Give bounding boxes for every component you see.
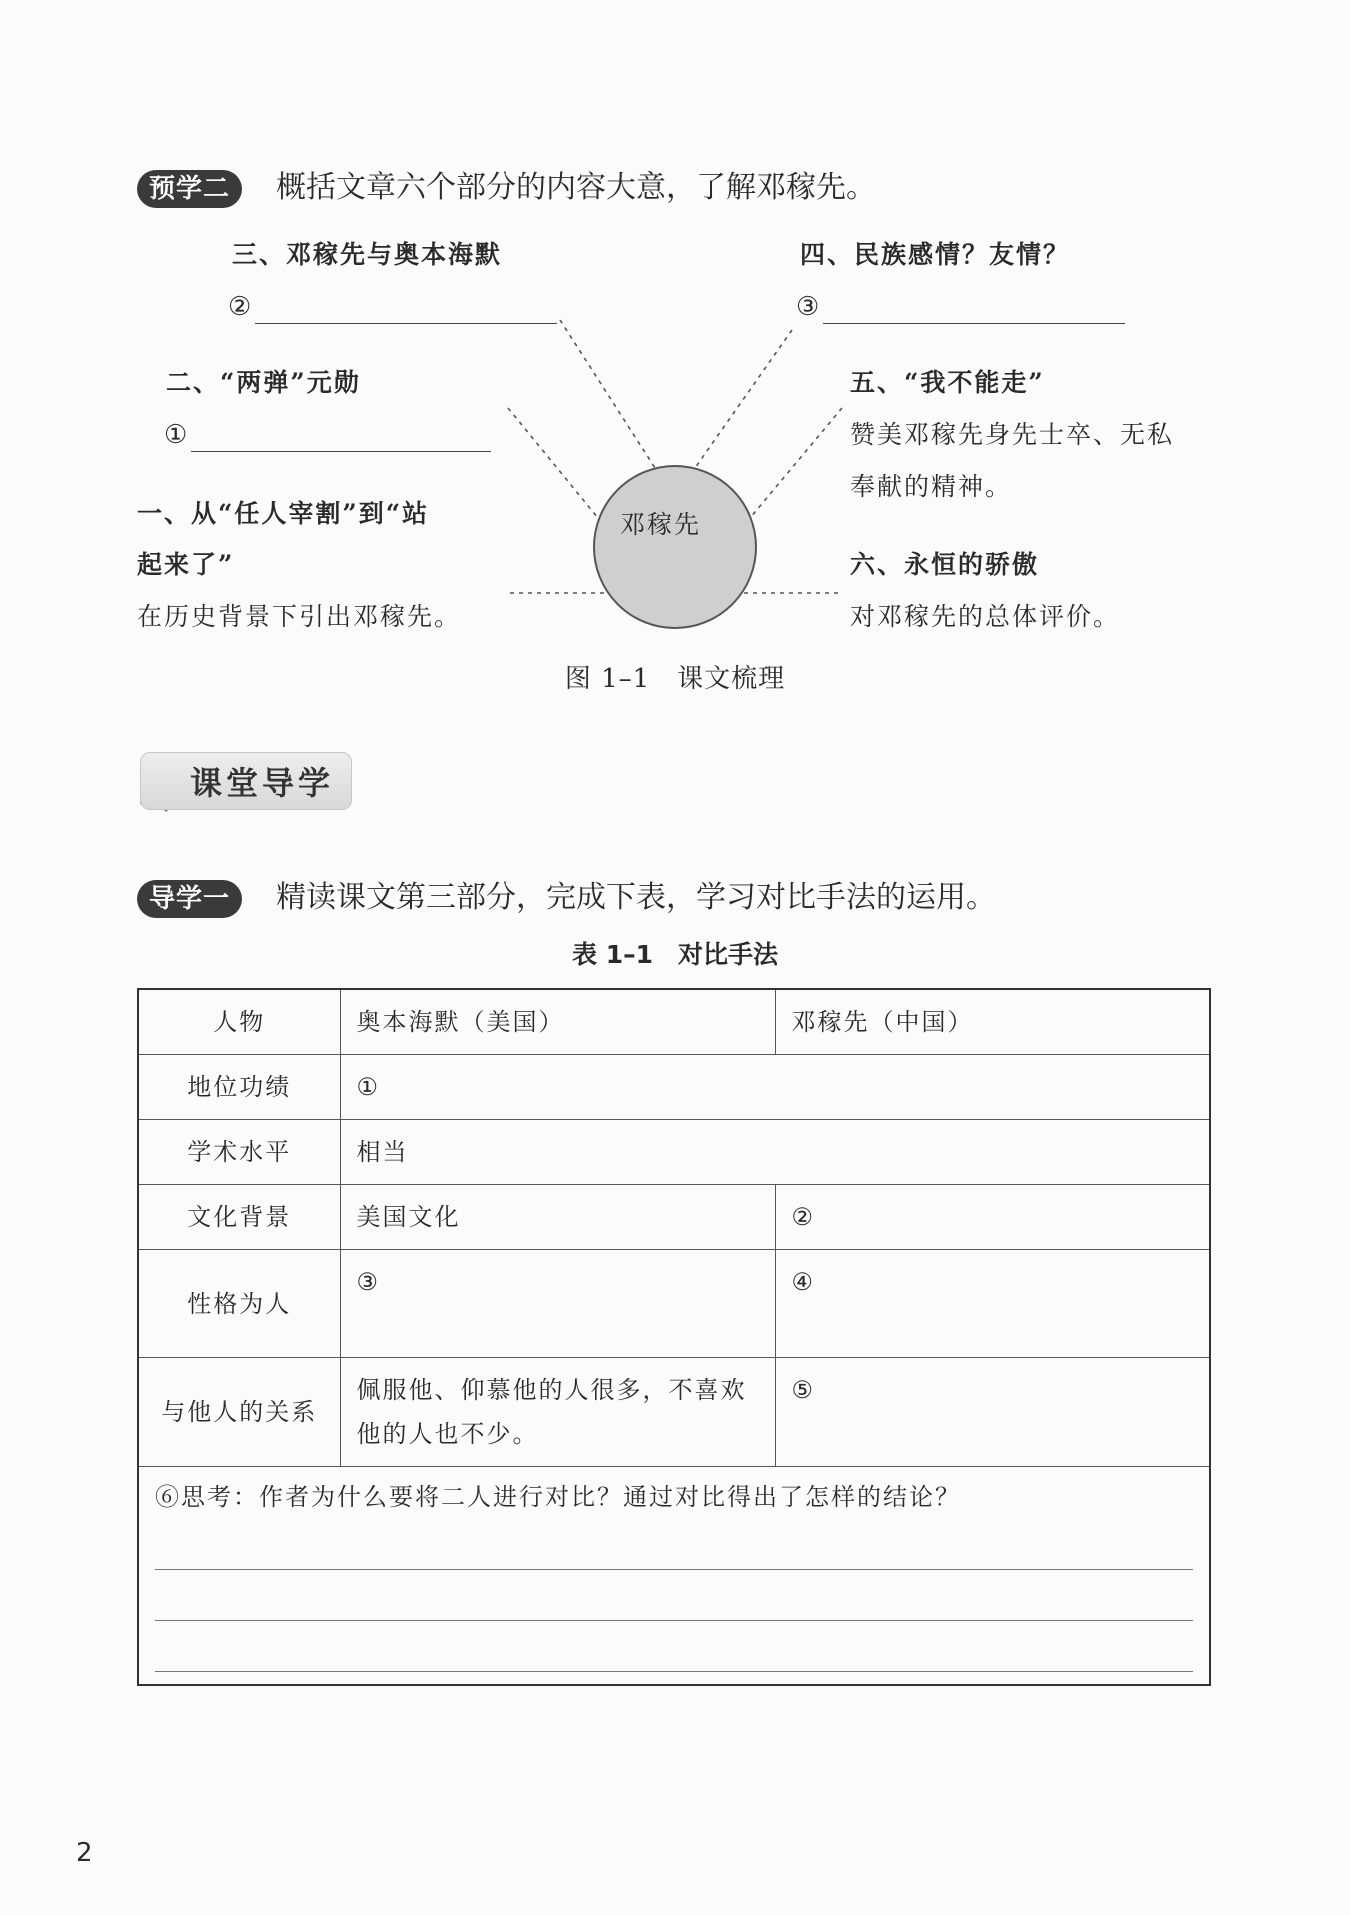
part5-title: 五、“我不能走” bbox=[850, 368, 1045, 397]
part1-title-1: 一、从“任人宰割”到“站 bbox=[137, 499, 430, 528]
row-label: 文化背景 bbox=[138, 1185, 340, 1250]
part3-title: 三、邓稼先与奥本海默 bbox=[232, 240, 503, 269]
table-row bbox=[138, 1250, 1210, 1358]
part2-marker: ① bbox=[164, 420, 188, 450]
comparison-table bbox=[137, 988, 1211, 1686]
connector-part2 bbox=[508, 408, 598, 518]
part4-blank[interactable] bbox=[796, 290, 1125, 324]
part2-answer-line[interactable] bbox=[191, 423, 491, 452]
guide-badge: 导学一 bbox=[137, 880, 242, 918]
row-cell-col2[interactable]: ④ bbox=[775, 1250, 1210, 1358]
row-label: 地位功绩 bbox=[138, 1055, 340, 1120]
part5-summary-2: 奉献的精神。 bbox=[850, 472, 1013, 501]
connector-part4 bbox=[695, 330, 792, 468]
part4-title: 四、民族感情？友情？ bbox=[800, 240, 1071, 269]
part5-summary-1: 赞美邓稼先身先士卒、无私 bbox=[850, 420, 1175, 449]
page-number: 2 bbox=[76, 1838, 93, 1868]
think-question: ⑥思考：作者为什么要将二人进行对比？通过对比得出了怎样的结论？ bbox=[155, 1483, 961, 1511]
classroom-banner-text: 课堂导学 bbox=[190, 764, 335, 802]
connector-part5 bbox=[750, 408, 842, 518]
part3-marker: ② bbox=[228, 292, 252, 322]
row-cell-merged[interactable]: ① bbox=[340, 1055, 1210, 1120]
answer-line-1[interactable] bbox=[155, 1519, 1193, 1570]
part6-title: 六、永恒的骄傲 bbox=[850, 550, 1040, 579]
part2-title: 二、“两弹”元勋 bbox=[166, 368, 361, 397]
part3-blank[interactable] bbox=[228, 290, 557, 324]
header-col2: 邓稼先（中国） bbox=[775, 989, 1210, 1055]
table-row-think bbox=[138, 1467, 1210, 1686]
header-col1: 奥本海默（美国） bbox=[340, 989, 775, 1055]
row-cell-merged: 相当 bbox=[340, 1120, 1210, 1185]
header-label: 人物 bbox=[138, 989, 340, 1055]
figure-caption: 图 1–1 课文梳理 bbox=[564, 664, 786, 694]
part3-answer-line[interactable] bbox=[255, 295, 557, 324]
think-cell[interactable] bbox=[138, 1467, 1210, 1686]
row-cell-col1: 美国文化 bbox=[340, 1185, 775, 1250]
part2-blank[interactable] bbox=[164, 418, 491, 452]
preview-badge: 预学二 bbox=[137, 170, 242, 208]
table-title: 表 1–1 对比手法 bbox=[572, 940, 778, 969]
row-cell-col1: 佩服他、仰慕他的人很多，不喜欢他的人也不少。 bbox=[340, 1358, 775, 1467]
part1-summary: 在历史背景下引出邓稼先。 bbox=[137, 602, 462, 631]
table-row bbox=[138, 989, 1210, 1055]
guide-instruction: 精读课文第三部分，完成下表，学习对比手法的运用。 bbox=[276, 880, 996, 915]
table-row bbox=[138, 1120, 1210, 1185]
part4-answer-line[interactable] bbox=[823, 295, 1125, 324]
answer-line-3[interactable] bbox=[155, 1621, 1193, 1672]
part6-summary: 对邓稼先的总体评价。 bbox=[850, 602, 1121, 631]
center-circle bbox=[593, 465, 757, 629]
table-row bbox=[138, 1185, 1210, 1250]
part4-marker: ③ bbox=[796, 292, 820, 322]
preview-instruction: 概括文章六个部分的内容大意，了解邓稼先。 bbox=[276, 170, 876, 205]
table-row bbox=[138, 1055, 1210, 1120]
row-cell-col2[interactable]: ② bbox=[775, 1185, 1210, 1250]
connector-part3 bbox=[560, 320, 655, 468]
row-cell-col2[interactable]: ⑤ bbox=[775, 1358, 1210, 1467]
table-row bbox=[138, 1358, 1210, 1467]
row-label: 与他人的关系 bbox=[138, 1358, 340, 1467]
row-label: 性格为人 bbox=[138, 1250, 340, 1358]
center-label: 邓稼先 bbox=[620, 510, 702, 539]
part1-title-2: 起来了” bbox=[137, 550, 235, 579]
row-label: 学术水平 bbox=[138, 1120, 340, 1185]
answer-line-2[interactable] bbox=[155, 1570, 1193, 1621]
row-cell-col1[interactable]: ③ bbox=[340, 1250, 775, 1358]
